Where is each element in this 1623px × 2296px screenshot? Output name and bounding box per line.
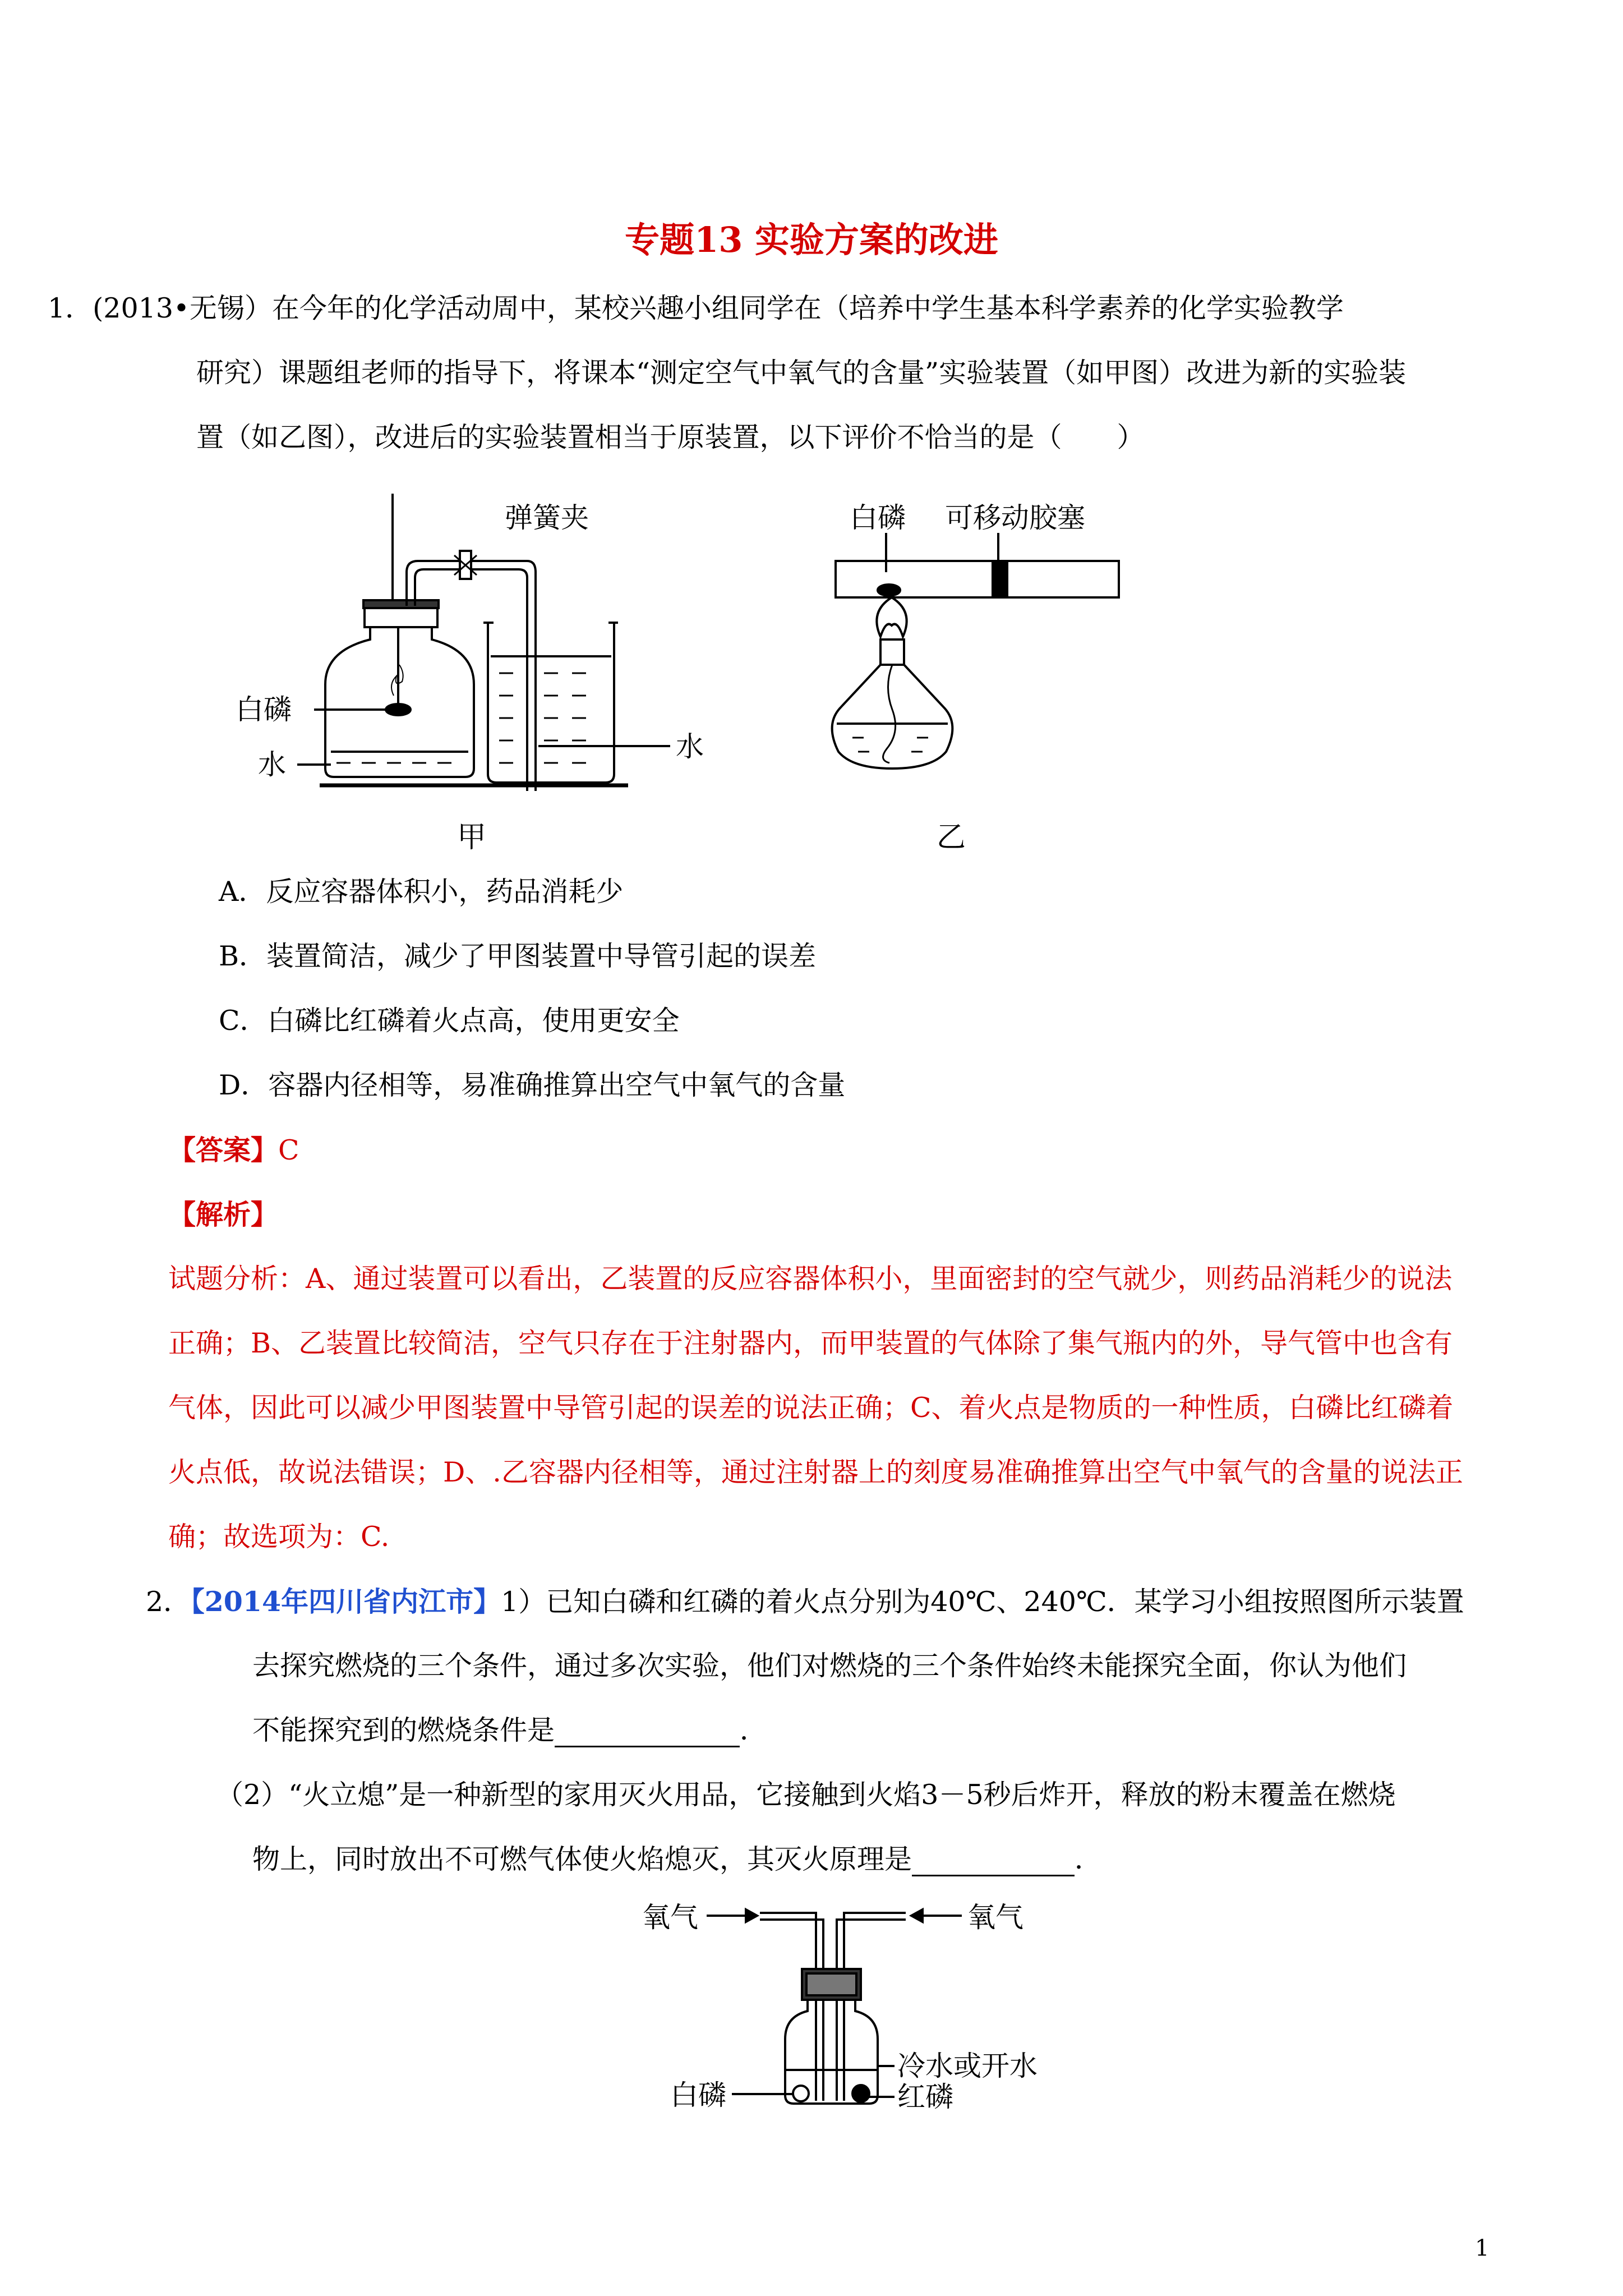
label-red-phosphorus: 红磷 bbox=[897, 2081, 953, 2113]
page-number: 1 bbox=[1475, 2235, 1490, 2261]
q2-part2-line-2-text: 物上，同时放出不可燃气体使火焰熄灭，其灭火原理是 bbox=[252, 1843, 912, 1875]
q2-part2-line-1: （2）“火立熄”是一种新型的家用灭火用品，它接触到火焰3－5秒后炸开，释放的粉末覆盖在燃烧 bbox=[216, 1779, 1396, 1811]
q2-line-1 bbox=[146, 1585, 1464, 1619]
q1-option-d: D．容器内径相等，易准确推算出空气中氧气的含量 bbox=[219, 1069, 846, 1101]
q1-option-c: C．白磷比红磷着火点高，使用更安全 bbox=[219, 1005, 680, 1037]
label-water-left: 水 bbox=[258, 748, 286, 781]
answer-value: C bbox=[278, 1134, 299, 1166]
q2-line-3-text: 不能探究到的燃烧条件是 bbox=[252, 1714, 555, 1746]
beaker bbox=[488, 623, 614, 783]
q1-option-b: B．装置简洁，减少了甲图装置中导管引起的误差 bbox=[219, 940, 817, 972]
label-water: 冷水或开水 bbox=[897, 2050, 1038, 2082]
q1-line-1: 1．(2013•无锡）在今年的化学活动周中，某校兴趣小组同学在（培养中学生基本科学素养的化学实验教学 bbox=[48, 292, 1344, 324]
label-water-right: 水 bbox=[676, 730, 704, 763]
caption-jia: 甲 bbox=[457, 821, 487, 854]
q2-line-3 bbox=[252, 1714, 767, 1747]
gas-bottle bbox=[325, 627, 474, 777]
analysis-line-1: 试题分析：A、通过装置可以看出，乙装置的反应容器体积小，里面密封的空气就少，则药品消耗少的说法 bbox=[168, 1263, 1453, 1295]
alcohol-lamp bbox=[832, 665, 953, 769]
caption-yi: 乙 bbox=[937, 821, 966, 854]
analysis-line-3: 气体，因此可以减少甲图装置中导管引起的误差的说法正确；C、着火点是物质的一种性质，白磷比红磷着 bbox=[168, 1392, 1454, 1424]
q2-number: 2． bbox=[146, 1586, 191, 1618]
label-movable-stopper: 可移动胶塞 bbox=[945, 501, 1085, 534]
analysis-line-4: 火点低，故说法错误；D、.乙容器内径相等，通过注射器上的刻度易准确推算出空气中氧气的含量的说法正 bbox=[168, 1456, 1463, 1488]
analysis-tag: 【解析】 bbox=[168, 1198, 279, 1231]
q1-apparatus-figure bbox=[213, 488, 1166, 858]
label-oxygen-left: 氧气 bbox=[642, 1901, 698, 1934]
label-spring-clip: 弹簧夹 bbox=[505, 501, 589, 534]
q1-option-a: A．反应容器体积小，药品消耗少 bbox=[219, 876, 624, 908]
q2-combustion-figure bbox=[623, 1885, 1127, 2120]
q2-answer-blank-1[interactable] bbox=[555, 1719, 740, 1747]
q1-answer bbox=[168, 1133, 299, 1167]
q2-line-3-end: ． bbox=[740, 1714, 768, 1746]
movable-stopper bbox=[993, 561, 1007, 597]
q2-source: 【2014年四川省内江市】 bbox=[191, 1585, 501, 1618]
analysis-line-5: 确；故选项为：C. bbox=[168, 1521, 390, 1553]
q2-line-2: 去探究燃烧的三个条件，通过多次实验，他们对燃烧的三个条件始终未能探究全面，你认为他们 bbox=[252, 1650, 1407, 1682]
q2-part2-line-2 bbox=[252, 1843, 1102, 1876]
q1-line-3: 置（如乙图），改进后的实验装置相当于原装置，以下评价不恰当的是（ ） bbox=[196, 421, 1145, 453]
q2-answer-blank-2[interactable] bbox=[912, 1848, 1075, 1876]
label-white-phosphorus: 白磷 bbox=[670, 2079, 726, 2111]
answer-tag: 【答案】 bbox=[168, 1134, 279, 1166]
label-white-phosphorus-left: 白磷 bbox=[236, 693, 292, 726]
q1-line-2: 研究）课题组老师的指导下，将课本“测定空气中氧气的含量”实验装置（如甲图）改进为新的实验装 bbox=[196, 357, 1407, 389]
analysis-line-2: 正确；B、乙装置比较简洁，空气只存在于注射器内，而甲装置的气体除了集气瓶内的外，导气管中也含有 bbox=[168, 1327, 1453, 1359]
label-oxygen-right: 氧气 bbox=[967, 1901, 1023, 1934]
q2-part2-end: ． bbox=[1075, 1843, 1103, 1875]
q2-line-1-text: 1）已知白磷和红磷的着火点分别为40℃、240℃．某学习小组按照图所示装置 bbox=[501, 1586, 1464, 1618]
page-title: 专题13 实验方案的改进 bbox=[625, 219, 998, 260]
label-white-phosphorus-right: 白磷 bbox=[850, 501, 906, 534]
